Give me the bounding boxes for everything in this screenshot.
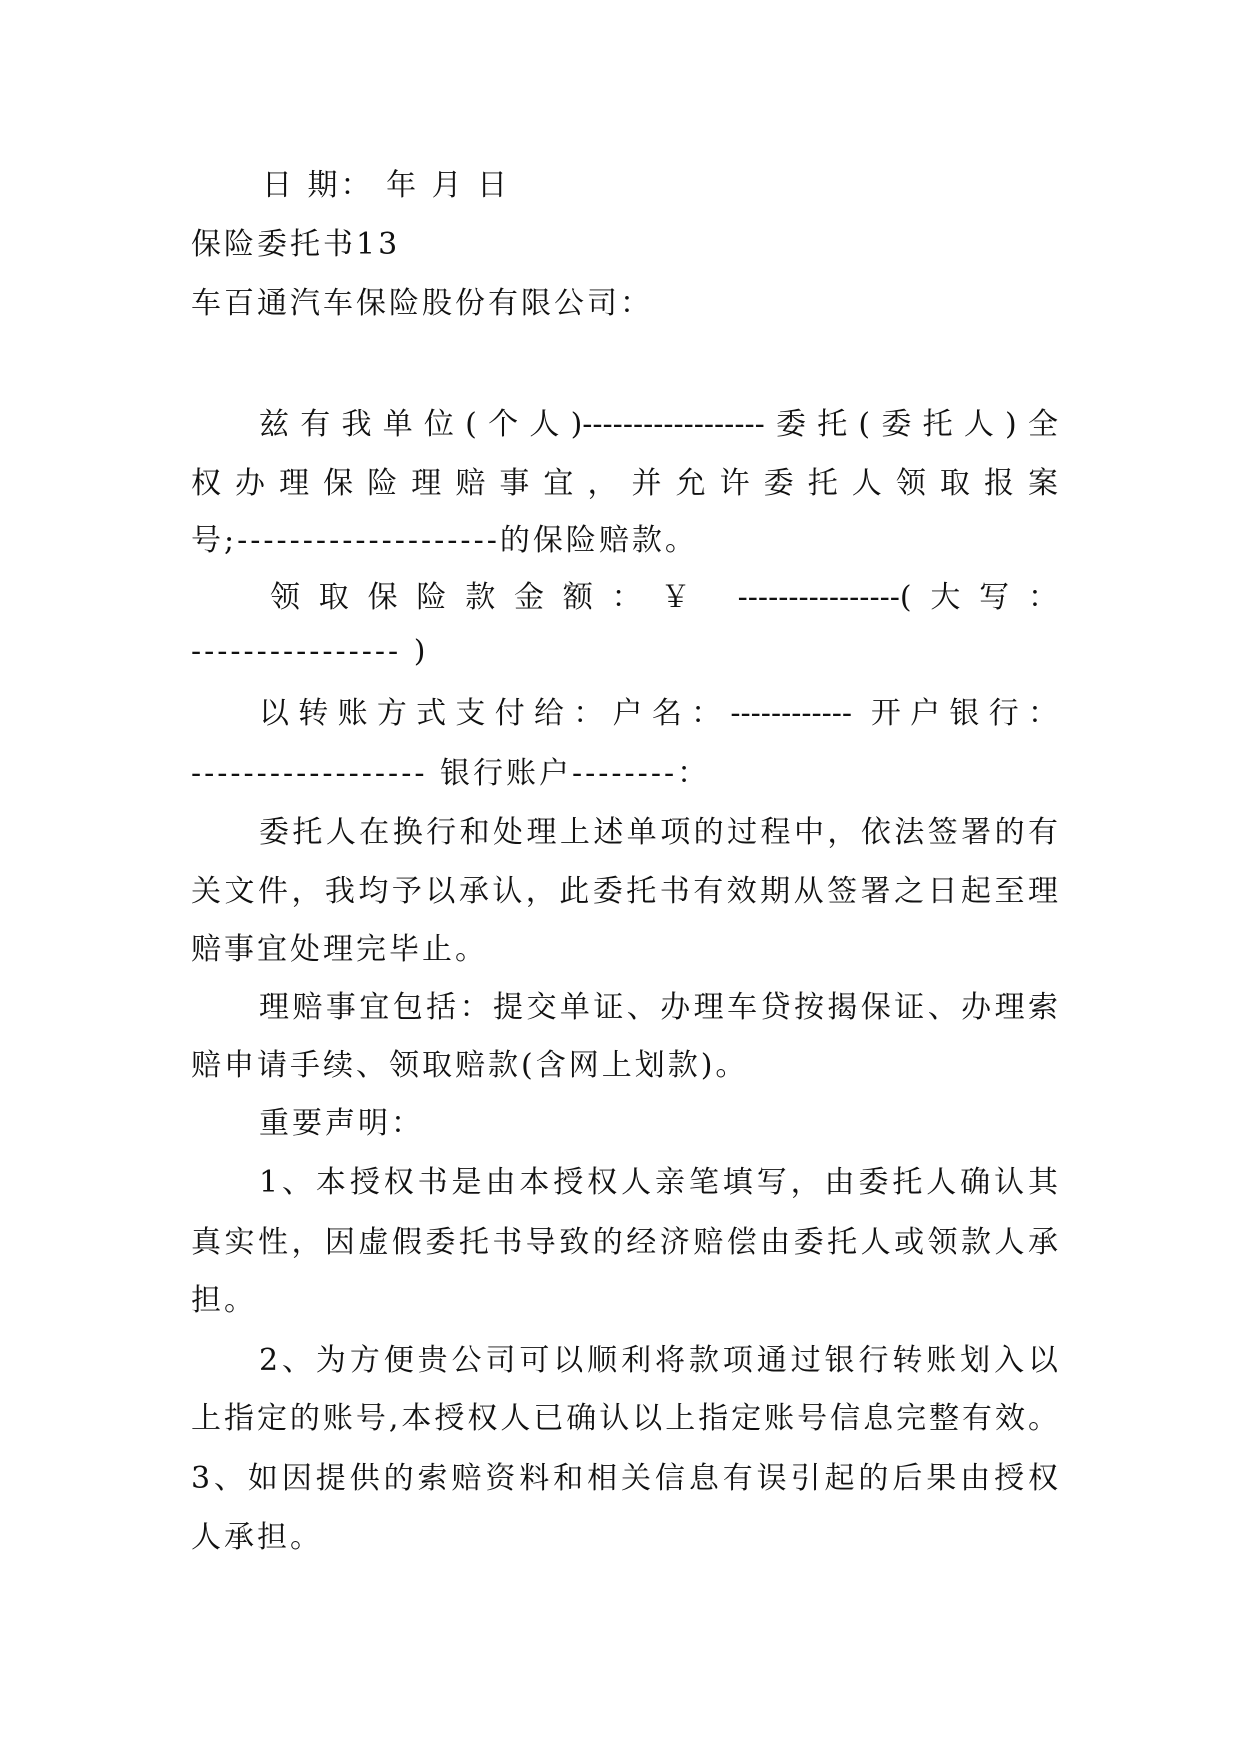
body-line: ------------------ 银行账户--------： [191,756,711,791]
date-line: 日 期： 年 月 日 [262,168,511,203]
body-line: 委托人在换行和处理上述单项的过程中，依法签署的有 [259,815,1058,850]
body-line: 3、如因提供的索赔资料和相关信息有误引起的后果由授权 [191,1461,1058,1496]
body-line: 以转账方式支付给：户名：------------ 开户银行： [259,696,1058,731]
body-line: 上指定的账号,本授权人已确认以上指定账号信息完整有效。 [191,1401,1058,1436]
document-title: 保险委托书13 [191,227,401,262]
section-heading: 重要声明： [259,1106,424,1141]
body-line: 理赔事宜包括：提交单证、办理车贷按揭保证、办理索 [259,990,1058,1025]
body-line: 关文件，我均予以承认，此委托书有效期从签署之日起至理 [191,874,1058,909]
addressee: 车百通汽车保险股份有限公司： [191,286,653,321]
body-line: 担。 [191,1283,257,1318]
body-line: 赔事宜处理完毕止。 [191,932,488,967]
body-line: 兹有我单位(个人)------------------委托(委托人)全 [259,407,1058,442]
body-line: 1、本授权书是由本授权人亲笔填写，由委托人确认其 [259,1165,1058,1200]
body-line: 人承担。 [191,1520,323,1555]
body-line: 号;--------------------的保险赔款。 [191,523,698,558]
body-line: 领取保险款金额：￥ ----------------(大写： [270,580,1058,615]
body-line: 权办理保险理赔事宜，并允许委托人领取报案 [191,466,1058,501]
body-line: ---------------- ) [191,634,429,669]
body-line: 真实性，因虚假委托书导致的经济赔偿由委托人或领款人承 [191,1225,1058,1260]
body-line: 2、为方便贵公司可以顺利将款项通过银行转账划入以 [259,1343,1058,1378]
body-line: 赔申请手续、领取赔款(含网上划款)。 [191,1048,749,1083]
